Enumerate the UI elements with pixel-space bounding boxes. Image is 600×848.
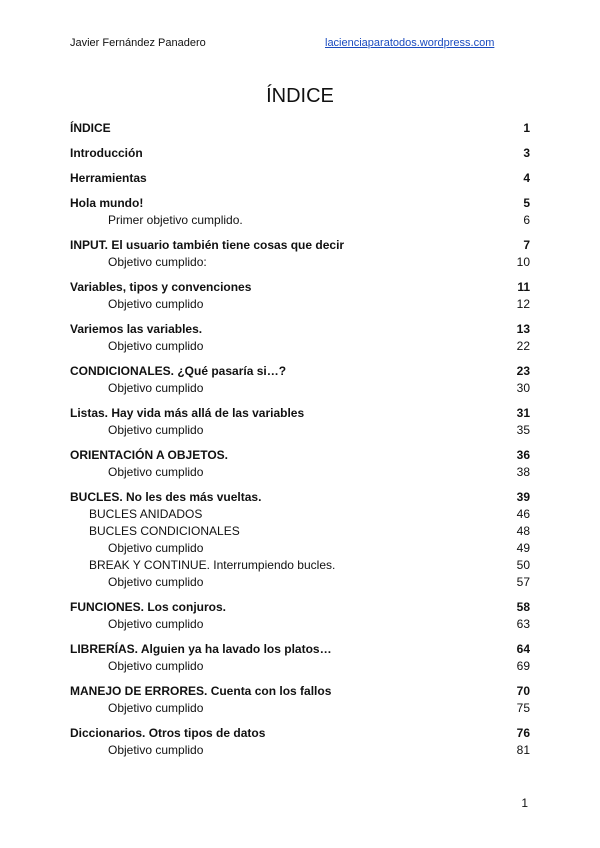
toc-subentry-title: BUCLES CONDICIONALES <box>89 524 240 538</box>
toc-chapter[interactable] <box>70 725 530 742</box>
toc-chapter[interactable] <box>70 447 530 464</box>
toc-subentry-title: Objetivo cumplido <box>108 659 204 673</box>
toc-subentry-page: 22 <box>516 339 530 353</box>
toc-subentry-page: 69 <box>516 659 530 673</box>
toc-subentry-page: 38 <box>516 465 530 479</box>
toc-subentry-title: Objetivo cumplido <box>108 423 204 437</box>
toc-chapter[interactable] <box>70 641 530 658</box>
toc-entry <box>70 237 530 279</box>
toc-chapter[interactable] <box>70 120 530 137</box>
table-of-contents <box>70 120 530 767</box>
toc-chapter-page: 3 <box>523 146 530 160</box>
toc-subentry[interactable] <box>70 616 530 633</box>
toc-chapter-title: MANEJO DE ERRORES. Cuenta con los fallos <box>70 684 332 698</box>
toc-entry <box>70 321 530 363</box>
toc-subentry-page: 75 <box>516 701 530 715</box>
toc-subentry-page: 12 <box>516 297 530 311</box>
toc-subentry-title: Objetivo cumplido <box>108 339 204 353</box>
toc-chapter-title: FUNCIONES. Los conjuros. <box>70 600 227 614</box>
toc-subentry-title: Objetivo cumplido: <box>108 255 207 269</box>
toc-chapter-title: LIBRERÍAS. Alguien ya ha lavado los platos… <box>70 642 332 656</box>
page-header <box>70 37 530 51</box>
toc-subentry-title: Primer objetivo cumplido. <box>108 213 243 227</box>
toc-subentry-title: BREAK Y CONTINUE. Interrumpiendo bucles. <box>89 558 336 572</box>
toc-entry <box>70 279 530 321</box>
toc-chapter[interactable] <box>70 599 530 616</box>
toc-chapter[interactable] <box>70 683 530 700</box>
toc-chapter[interactable] <box>70 321 530 338</box>
toc-subentry[interactable] <box>70 658 530 675</box>
toc-chapter-page: 76 <box>516 726 530 740</box>
toc-chapter[interactable] <box>70 237 530 254</box>
toc-chapter-title: Listas. Hay vida más allá de las variables <box>70 406 305 420</box>
toc-chapter-page: 11 <box>517 280 530 294</box>
toc-entry <box>70 725 530 767</box>
toc-entry <box>70 641 530 683</box>
toc-subentry-page: 48 <box>516 524 530 538</box>
toc-chapter-title: Introducción <box>70 146 143 160</box>
toc-subentry-page: 81 <box>516 743 530 757</box>
toc-chapter[interactable] <box>70 363 530 380</box>
toc-subentry[interactable] <box>70 742 530 759</box>
toc-subentry[interactable] <box>70 380 530 397</box>
toc-chapter-page: 36 <box>516 448 530 462</box>
toc-subentry[interactable] <box>70 464 530 481</box>
toc-subentry-page: 30 <box>516 381 530 395</box>
toc-subentry[interactable] <box>70 212 530 229</box>
toc-chapter-page: 13 <box>516 322 530 336</box>
toc-subentry[interactable] <box>70 700 530 717</box>
toc-subentry[interactable] <box>70 506 530 523</box>
toc-subentry[interactable] <box>70 540 530 557</box>
toc-subentry-title: BUCLES ANIDADOS <box>89 507 203 521</box>
toc-chapter-page: 39 <box>516 490 530 504</box>
toc-subentry-title: Objetivo cumplido <box>108 701 204 715</box>
toc-subentry-title: Objetivo cumplido <box>108 381 204 395</box>
toc-chapter-page: 23 <box>516 364 530 378</box>
toc-subentry[interactable] <box>70 523 530 540</box>
toc-chapter-page: 64 <box>516 642 530 656</box>
toc-entry <box>70 145 530 170</box>
toc-chapter-title: BUCLES. No les des más vueltas. <box>70 490 262 504</box>
toc-subentry-title: Objetivo cumplido <box>108 541 204 555</box>
toc-subentry-page: 63 <box>516 617 530 631</box>
toc-chapter-page: 7 <box>523 238 530 252</box>
toc-entry <box>70 195 530 237</box>
toc-subentry[interactable] <box>70 422 530 439</box>
toc-chapter-title: ORIENTACIÓN A OBJETOS. <box>70 448 229 462</box>
page-title: ÍNDICE <box>266 85 334 107</box>
toc-subentry[interactable] <box>70 557 530 574</box>
toc-subentry-title: Objetivo cumplido <box>108 743 204 757</box>
toc-chapter-title: CONDICIONALES. ¿Qué pasaría si…? <box>70 364 287 378</box>
toc-chapter[interactable] <box>70 489 530 506</box>
toc-subentry-page: 10 <box>516 255 530 269</box>
toc-entry <box>70 489 530 599</box>
toc-subentry-title: Objetivo cumplido <box>108 465 204 479</box>
toc-subentry[interactable] <box>70 254 530 271</box>
toc-entry <box>70 120 530 145</box>
toc-chapter[interactable] <box>70 279 530 296</box>
toc-subentry-page: 49 <box>516 541 530 555</box>
toc-subentry[interactable] <box>70 338 530 355</box>
toc-chapter-page: 31 <box>516 406 530 420</box>
toc-subentry[interactable] <box>70 296 530 313</box>
toc-subentry-page: 57 <box>516 575 530 589</box>
toc-chapter-title: ÍNDICE <box>70 121 111 135</box>
toc-chapter-title: Herramientas <box>70 171 147 185</box>
toc-chapter-title: Hola mundo! <box>70 196 144 210</box>
toc-chapter-page: 1 <box>523 121 530 135</box>
toc-subentry-page: 46 <box>516 507 530 521</box>
toc-chapter-page: 4 <box>523 171 530 185</box>
toc-chapter[interactable] <box>70 405 530 422</box>
toc-chapter-page: 58 <box>516 600 530 614</box>
toc-chapter-page: 70 <box>516 684 530 698</box>
toc-entry <box>70 683 530 725</box>
toc-chapter-page: 5 <box>523 196 530 210</box>
toc-chapter[interactable] <box>70 170 530 187</box>
toc-subentry-title: Objetivo cumplido <box>108 297 204 311</box>
toc-entry <box>70 363 530 405</box>
toc-subentry-page: 50 <box>516 558 530 572</box>
header-author: Javier Fernández Panadero <box>70 37 206 49</box>
toc-chapter[interactable] <box>70 195 530 212</box>
toc-subentry-page: 6 <box>523 213 530 227</box>
toc-subentry[interactable] <box>70 574 530 591</box>
toc-subentry-page: 35 <box>516 423 530 437</box>
footer-page-number: 1 <box>521 796 528 810</box>
toc-entry <box>70 447 530 489</box>
header-site-link[interactable]: lacienciaparatodos.wordpress.com <box>325 37 495 49</box>
toc-chapter-title: Diccionarios. Otros tipos de datos <box>70 726 266 740</box>
toc-entry <box>70 405 530 447</box>
toc-chapter[interactable] <box>70 145 530 162</box>
toc-subentry-title: Objetivo cumplido <box>108 575 204 589</box>
toc-subentry-title: Objetivo cumplido <box>108 617 204 631</box>
toc-chapter-title: INPUT. El usuario también tiene cosas que decir <box>70 238 345 252</box>
toc-chapter-title: Variables, tipos y convenciones <box>70 280 252 294</box>
toc-chapter-title: Variemos las variables. <box>70 322 203 336</box>
toc-entry <box>70 599 530 641</box>
toc-entry <box>70 170 530 195</box>
